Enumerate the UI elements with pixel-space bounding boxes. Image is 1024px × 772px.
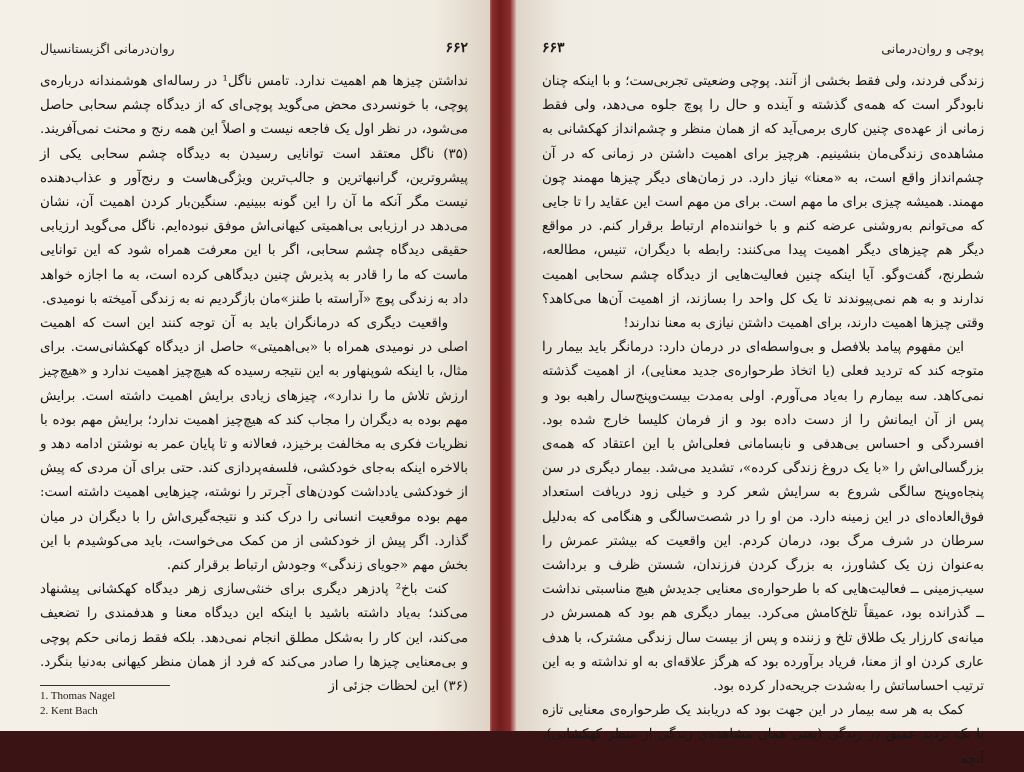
left-page-number: ۶۶۲	[445, 40, 468, 56]
paragraph: کمک به هر سه بیمار در این جهت بود که دریابند یک طرحواره‌ی معنایی تازه یا یک تردید عمیق در زندگی (یعنی همان مشاهده‌ی زندگی از منظر کهکشانی)، آنچه	[542, 703, 984, 767]
paragraph: این مفهوم پیامد بلافصل و بی‌واسطه‌ای در درمان دارد: درمانگر باید بیمار را متوجه کند که تردید فعلی (یا اتخاذ طرحواره‌ی جدید معنایی)، از اهمیت گذشته نمی‌کاهد. سه بیمارم را به‌یاد می‌آورم. اولی به‌مدت بیست‌وپنج‌سال راهبه بود و پس از آن ایمانش را از دست داده بود و از فرمان کلیسا خارج شده بود. افسردگی و احساس بی‌هدفی و نابسامانی فعلی‌اش با این اعتقاد که همه‌ی بزرگسالی‌اش را «با یک دروغ زندگی کرده»، تشدید می‌شد. بیمار دیگری در سن پنجاه‌وپنج سالگی شروع به سرایش شعر کرد و خیلی زود دریافت استعداد فوق‌العاده‌ای در این زمینه دارد. من او را در شصت‌سالگی و هنگامی که به‌دلیل سرطان در شرف مرگ بود، درمان کردم. این واقعیت که بیشتر عمرش را به‌عنوان زن یک کشاورز، به بزرگ کردن فرزندان، شستن ظرف و برداشت سیب‌زمینی ــ فعالیت‌هایی که با طرحواره‌ی معنایی جدیدش هیچ مناسبتی نداشت ــ گذرانده بود، عمیقاً تلخ‌کامش می‌کرد. بیمار دیگری هم بود که همسرش در میانه‌ی کارزار یک طلاق تلخ و زننده و پس از بیست سال زندگی مشترک، با هدف عاری کردن او از معنا، فریاد برآورده بود که هرگز علاقه‌ای به او نداشته و به این ترتیب احساساتش را به‌شدت جریحه‌دار کرده بود.	[542, 340, 984, 695]
paragraph: کنت باخ² پادزهر دیگری برای خنثی‌سازی زهر دیدگاه کهکشانی پیشنهاد می‌کند؛ به‌یاد داشته باشید با اینکه این دیدگاه معنا و هدفمندی را تضعیف می‌کند، این کار را به‌شکل مطلق انجام نمی‌دهد. بلکه فقط زمانی حکم پوچی و بی‌معنایی چیزها را صادر می‌کند که فرد از همان منظر کیهانی به‌دنیا بنگرد. (۳۶) این لحظات جزئی از	[40, 582, 468, 695]
paragraph: زندگی فردند، ولی فقط بخشی از آنند. پوچی وضعیتی تجربی‌ست؛ و با اینکه چنان نابودگر است که همه‌ی گذشته و آینده و حال را پوچ جلوه می‌دهد، ولی فقط زمانی از عهده‌ی چنین کاری برمی‌آید که از همان منظر و چشم‌انداز کهکشانی به مشاهده‌ی زندگی‌مان بنشینیم. هرچیز برای اهمیت داشتن در زمانی که در آن چشم‌انداز واقع است، به «معنا» نیاز دارد. در زمان‌های دیگر چیزها مهمند چون مهمند. همیشه چیزی برای ما مهم است. برای من مهم است این عقاید را تا جایی که می‌توانم به‌روشنی عرضه کنم و با خواننده‌ام ارتباط برقرار کنم. در مواقع دیگر هم چیزهای دیگر اهمیت پیدا می‌کنند: رابطه با دیگران، تنیس، مطالعه، شطرنج، گفت‌وگو. آیا اینکه چنین فعالیت‌هایی از دیدگاه چشم سحابی اهمیت ندارند و به هم نمی‌پیوندند تا یک کل واحد را بسازند، از اهمیت آن‌ها می‌کاهد؟ وقتی چیزها اهمیت دارند، برای اهمیت داشتن نیازی به معنا ندارند!	[542, 74, 984, 332]
footnote: 1. Thomas Nagel	[40, 690, 116, 702]
left-page-body	[40, 70, 468, 699]
paragraph: نداشتن چیزها هم اهمیت ندارد. تامس ناگل¹ در رساله‌ای هوشمندانه درباره‌ی پوچی، با خونسردی محض می‌گوید پوچی‌ای که از دیدگاه چشم سحابی حاصل می‌شود، در نظر اول یک فاجعه نیست و اصلاً این همه رنج و محنت نمی‌آفریند. (۳۵) ناگل معتقد است توانایی رسیدن به دیدگاه چشم سحابی یکی از پیشروترین، گرانبهاترین و جالب‌ترین ویژگی‌هاست و رنج‌آور و عذاب‌دهنده نیست مگر آنکه ما آن را این گونه ببینیم. سنگین‌بار کردن اهمیت آن، نشان می‌دهد در ارزیابی بی‌اهمیتی کیهانی‌اش موفق نبوده‌ایم. ناگل می‌گوید ارزیابی حقیقی دیدگاه چشم سحابی، اگر با این معرفت همراه شود که این توانایی ماست که ما را قادر به پذیرش چنین دیدگاهی کرده است، به ما اجازه خواهد داد به زندگی پوچ «آراسته با طنز»مان بازگردیم نه به زندگی آمیخته با نومیدی.	[40, 74, 469, 307]
book-gutter	[486, 0, 518, 731]
left-page	[0, 0, 490, 731]
left-page-header	[40, 40, 468, 60]
right-page-header	[542, 40, 984, 60]
right-page	[516, 0, 1024, 767]
left-running-title: روان‌درمانی اگزیستانسیال	[40, 40, 175, 56]
right-page-number: ۶۶۳	[542, 40, 565, 56]
footnotes	[40, 685, 240, 719]
right-running-title: پوچی و روان‌درمانی	[881, 40, 984, 56]
paragraph: واقعیت دیگری که درمانگران باید به آن توجه کنند این است که اهمیت اصلی در نومیدی همراه با «بی‌اهمیتی» حاصل از دیدگاه کهکشانی‌ست. برای مثال، با اینکه شوپنهاور به این نتیجه رسیده که هیچ‌چیز اهمیت ندارد و «هیچ‌چیز ارزش تلاش ما را ندارد»، چیزهای زیادی برایش اهمیت داشته است. برایش مهم بوده به دیگران را مجاب کند که هیچ‌چیز اهمیت ندارد؛ برایش مهم بوده با نظریات فکری به مخالفت برخیزد، فعالانه و تا پایان عمر به نوشتن ادامه دهد و بالاخره اینکه به‌جای خودکشی، فلسفه‌پردازی کند. حتی برای آن مردی که پیش از خودکشی یادداشت کودن‌های آجرتر را نوشته، چیزهایی اهمیت داشته است: مهم بوده موقعیت انسانی را درک کند و نتیجه‌گیری‌اش را با دیگران در میان گذارد. اگر پیش از خودکشی از من کمک می‌خواست، باید می‌کوشیدم با این بخش مهم «جویای زندگی» وجودش ارتباط برقرار کنم.	[40, 316, 468, 574]
footnote-rule	[40, 685, 170, 686]
footnote: 2. Kent Bach	[40, 705, 98, 717]
right-page-body	[542, 70, 984, 772]
